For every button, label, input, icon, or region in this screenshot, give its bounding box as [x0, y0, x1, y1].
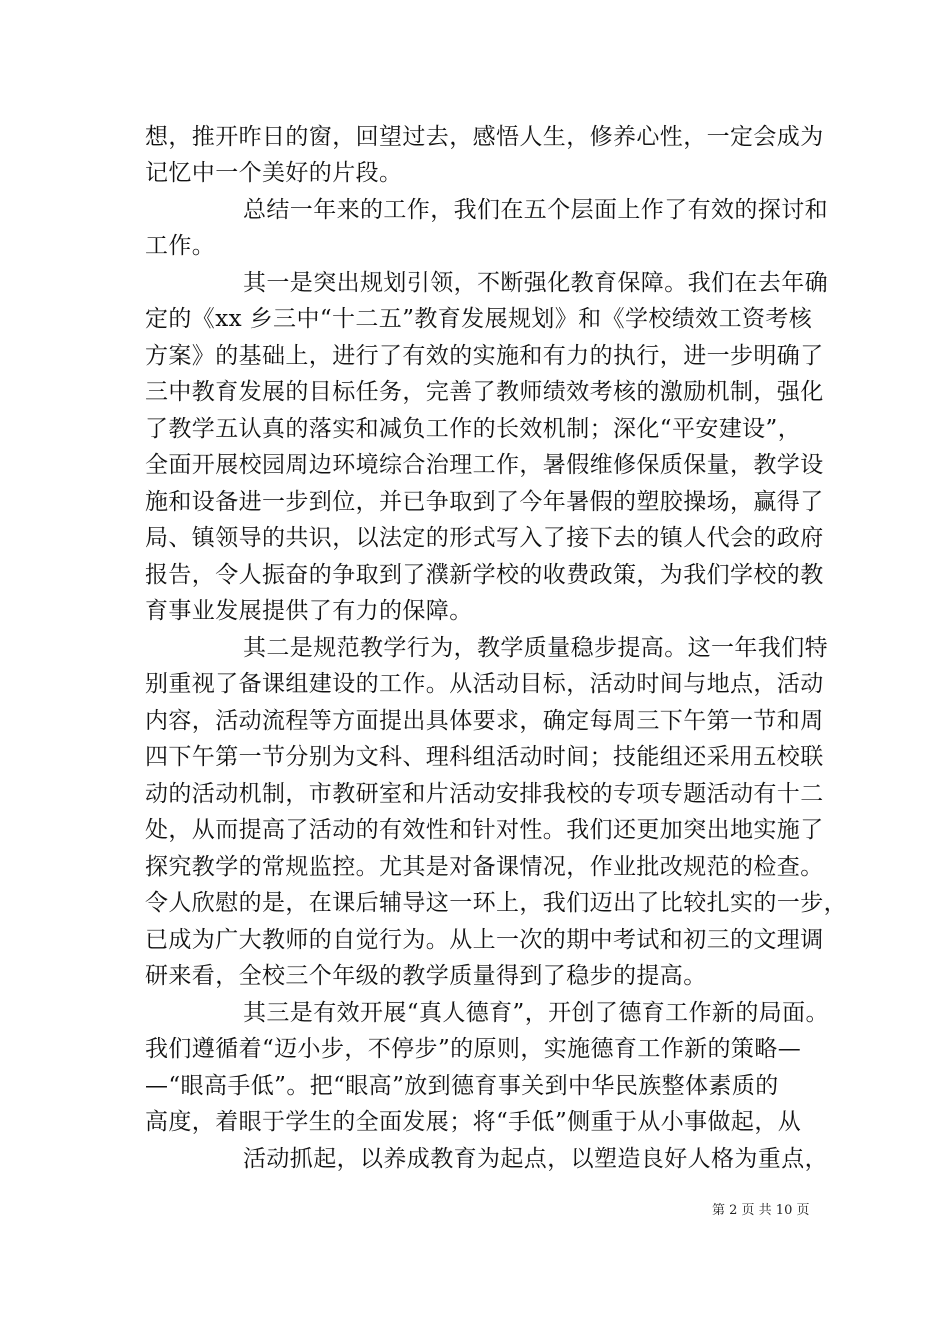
- text-line: 了教学五认真的落实和减负工作的长效机制；深化“平安建设”，: [145, 416, 802, 442]
- text-line: 我们遵循着“迈小步，不停步”的原则，实施德育工作新的策略—: [145, 1036, 802, 1062]
- paragraph-start-line: 总结一年来的工作，我们在五个层面上作了有效的探讨和: [243, 197, 828, 223]
- text-line: 想，推开昨日的窗，回望过去，感悟人生，修养心性，一定会成为: [145, 124, 824, 150]
- text-line-indented: 活动抓起，以养成教育为起点，以塑造良好人格为重点，: [243, 1146, 828, 1172]
- text-line: 令人欣慰的是，在课后辅导这一环上，我们迈出了比较扎实的一步，: [145, 890, 847, 916]
- text-line: 四下午第一节分别为文科、理科组活动时间；技能组还采用五校联: [145, 744, 824, 770]
- text-line: 处，从而提高了活动的有效性和针对性。我们还更加突出地实施了: [145, 817, 824, 843]
- text-line: 记忆中一个美好的片段。: [145, 160, 403, 186]
- text-line: 施和设备进一步到位，并已争取到了今年暑假的塑胶操场，赢得了: [145, 489, 824, 515]
- text-line: 研来看，全校三个年级的教学质量得到了稳步的提高。: [145, 963, 707, 989]
- text-line: 方案》的基础上，进行了有效的实施和有力的执行，进一步明确了: [145, 343, 824, 369]
- text-line: —“眼高手低”。把“眼高”放到德育事关到中华民族整体素质的: [145, 1073, 779, 1099]
- text-line: 育事业发展提供了有力的保障。: [145, 598, 473, 624]
- text-line: 内容，活动流程等方面提出具体要求，确定每周三下午第一节和周: [145, 708, 824, 734]
- text-line: 别重视了备课组建设的工作。从活动目标，活动时间与地点，活动: [145, 671, 824, 697]
- text-line: 报告，令人振奋的争取到了濮新学校的收费政策，为我们学校的教: [145, 562, 824, 588]
- page-number-footer: 第 2 页 共 10 页: [712, 1203, 810, 1218]
- text-line: 工作。: [145, 233, 216, 259]
- paragraph-start-line: 其三是有效开展“真人德育”，开创了德育工作新的局面。: [243, 1000, 829, 1026]
- text-line: 三中教育发展的目标任务，完善了教师绩效考核的激励机制，强化: [145, 379, 824, 405]
- paragraph-start-line: 其二是规范教学行为，教学质量稳步提高。这一年我们特: [243, 635, 828, 661]
- paragraph-start-line: 其一是突出规划引领，不断强化教育保障。我们在去年确: [243, 270, 828, 296]
- text-line: 定的《xx 乡三中“十二五”教育发展规划》和《学校绩效工资考核: [145, 306, 813, 332]
- text-line: 局、镇领导的共识，以法定的形式写入了接下去的镇人代会的政府: [145, 525, 824, 551]
- text-line: 全面开展校园周边环境综合治理工作，暑假维修保质保量，教学设: [145, 452, 824, 478]
- text-line: 已成为广大教师的自觉行为。从上一次的期中考试和初三的文理调: [145, 927, 824, 953]
- text-line: 探究教学的常规监控。尤其是对备课情况，作业批改规范的检查。: [145, 854, 824, 880]
- text-line: 动的活动机制，市教研室和片活动安排我校的专项专题活动有十二: [145, 781, 824, 807]
- text-line: 高度，着眼于学生的全面发展；将“手低”侧重于从小事做起，从: [145, 1109, 802, 1135]
